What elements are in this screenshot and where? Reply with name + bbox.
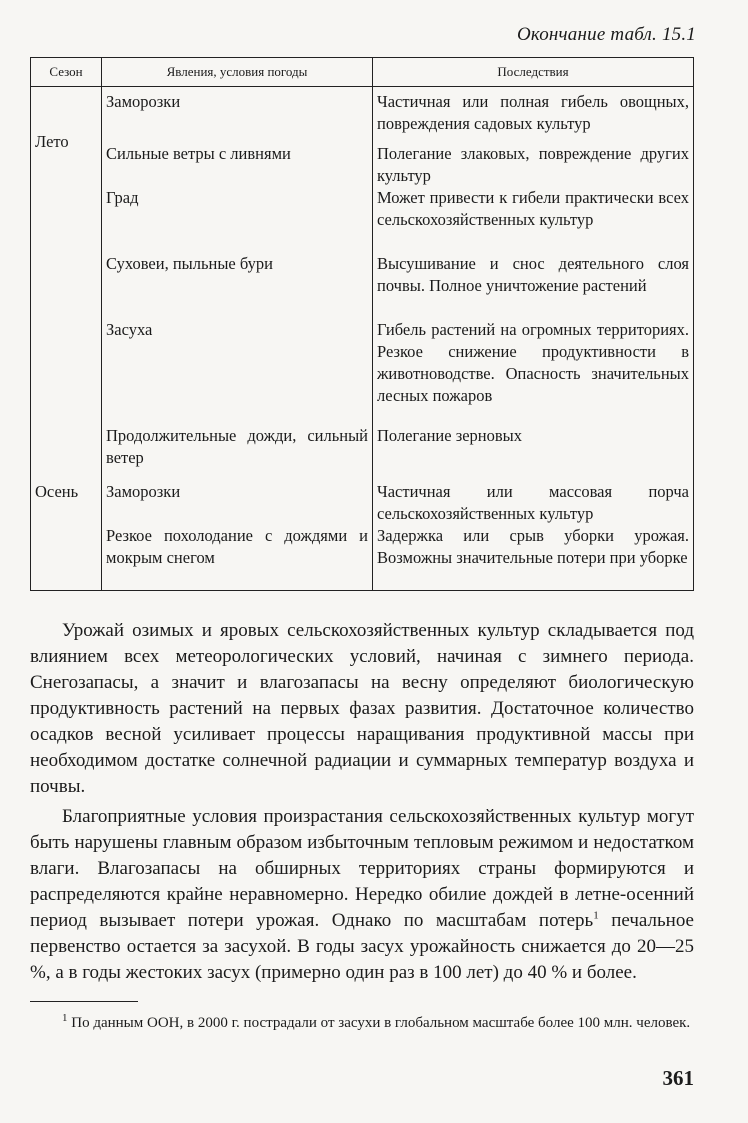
- phenomenon-cell: Заморозки: [102, 481, 373, 525]
- phenomenon-cell: Заморозки: [102, 87, 373, 143]
- header-consequence: Последствия: [373, 58, 694, 87]
- consequence-cell: Частичная или массовая порча сельскохозяйственных культур: [373, 481, 694, 525]
- footnote-mark: 1: [62, 1012, 68, 1024]
- table-row: [31, 319, 694, 425]
- phenomenon-cell: Град: [102, 187, 373, 253]
- season-cell: [31, 187, 102, 253]
- footnote: [30, 1013, 694, 1034]
- consequence-cell: Частичная или полная гибель овощных, повреждения садовых культур: [373, 87, 694, 143]
- footnote-reference[interactable]: 1: [593, 909, 599, 922]
- header-phenomenon: Явления, условия погоды: [102, 58, 373, 87]
- table-row: [31, 187, 694, 253]
- paragraph-drought-part2: печальное первенство остается за засухой. В годы засух урожайность снижается до 20—25 %, а в годы жестоких засух (примерно один раз в 100 лет) до 40 % и более.: [30, 910, 694, 983]
- consequence-cell: Полегание злаковых, повреждение других культур: [373, 143, 694, 187]
- footnote-text: По данным ООН, в 2000 г. пострадали от засухи в глобальном масштабе более 100 млн. человек.: [67, 1015, 691, 1031]
- table-header-row: [31, 58, 694, 87]
- phenomenon-cell: Сильные ветры с ливнями: [102, 143, 373, 187]
- phenomenon-cell: Резкое похолодание с дождями и мокрым снегом: [102, 525, 373, 591]
- paragraph-drought: [30, 804, 694, 986]
- season-cell: [31, 319, 102, 425]
- weather-consequences-table: [30, 57, 694, 591]
- phenomenon-cell: Суховеи, пыльные бури: [102, 253, 373, 319]
- consequence-cell: Гибель растений на огромных территориях. Резкое снижение продуктивности в животноводстве. Опасность значительных лесных пожаров: [373, 319, 694, 425]
- table-row: [31, 143, 694, 187]
- season-cell: Осень: [31, 481, 102, 525]
- season-cell: [31, 525, 102, 591]
- consequence-cell: Высушивание и снос деятельного слоя почвы. Полное уничтожение растений: [373, 253, 694, 319]
- phenomenon-cell: Продолжительные дожди, сильный ветер: [102, 425, 373, 481]
- page-number: 361: [662, 1066, 694, 1090]
- season-cell: [31, 253, 102, 319]
- phenomenon-cell: Засуха: [102, 319, 373, 425]
- table-row: [31, 425, 694, 481]
- header-season: Сезон: [31, 58, 102, 87]
- season-cell: [31, 425, 102, 481]
- consequence-cell: Задержка или срыв уборки урожая. Возможны значительные потери при уборке: [373, 525, 694, 591]
- table-row: [31, 481, 694, 525]
- body-text: [30, 618, 694, 986]
- footnote-divider: [30, 1001, 138, 1002]
- season-cell: Лето: [31, 131, 102, 175]
- table-row: [31, 87, 694, 143]
- consequence-cell: Полегание зерновых: [373, 425, 694, 481]
- table-caption: Окончание табл. 15.1: [516, 24, 696, 45]
- table-row: [31, 253, 694, 319]
- paragraph-drought-part1: Благоприятные условия произрастания сельскохозяйственных культур могут быть нарушены главным образом избыточным тепловым режимом и недостатком влаги. Влагозапасы на обширных территориях страны формируются и распределяются крайне неравномерно. Нередко обилие дождей в летне-осенний период вызывает потери урожая. Однако по масштабам потерь: [30, 806, 694, 931]
- paragraph-harvest: Урожай озимых и яровых сельскохозяйственных культур складывается под влиянием всех метеорологических условий, начиная с зимнего периода. Снегозапасы, а значит и влагозапасы на весну определяют биологическую продуктивность растений на первых фазах развития. Достаточное количество осадков весной усиливает процессы наращивания продуктивной массы при необходимом достатке солнечной радиации и суммарных температур воздуха и почвы.: [30, 620, 694, 797]
- table-row: [31, 525, 694, 591]
- consequence-cell: Может привести к гибели практически всех сельскохозяйственных культур: [373, 187, 694, 253]
